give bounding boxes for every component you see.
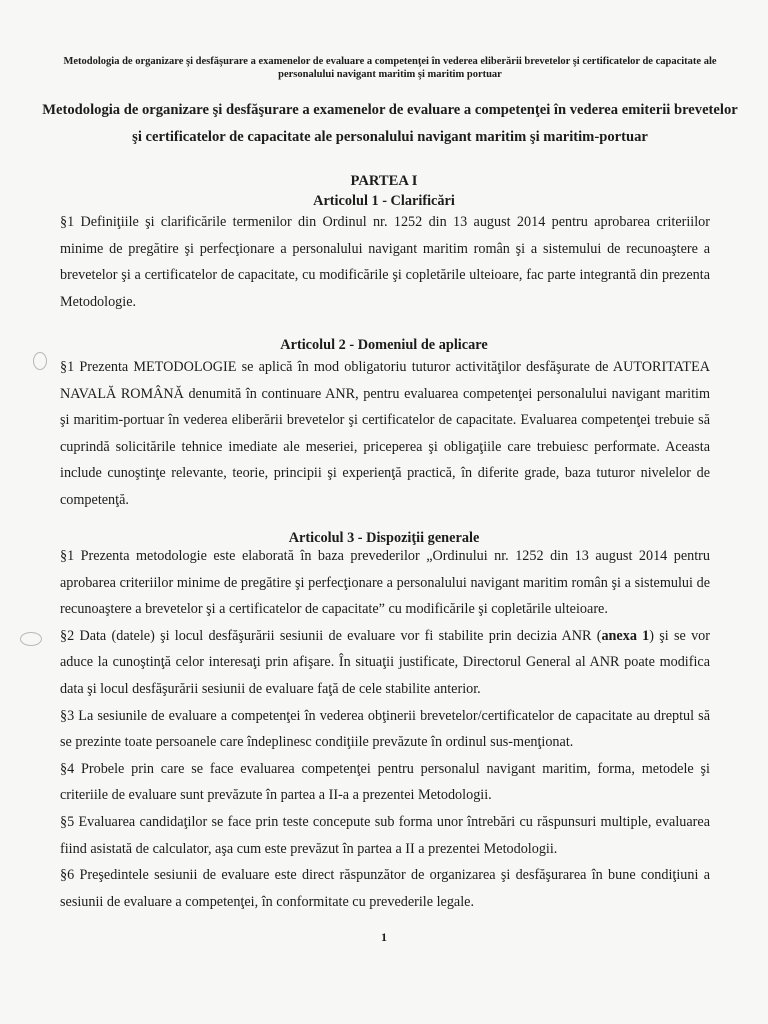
article-3-section-2: §2 Data (datele) şi locul desfăşurării sesiunii de evaluare vor fi stabilite prin decizia ANR (anexa 1) şi se vor aduce la cunoştinţă celor interesaţi prin afişare. În situaţii justificate, Directorul General al ANR poate modifica data şi locul desfăşurării sesiunii de evaluare faţă de cele stabilite anterior.: [60, 627, 710, 697]
punch-hole-mark: [20, 632, 42, 646]
page-number: 1: [381, 930, 387, 944]
article-1-paragraph-1: §1 Definiţiile şi clarificările termenilor din Ordinul nr. 1252 din 13 august 2014 pentru aprobarea criteriilor minime de pregătire şi perfecţionare a personalului navigant maritim român şi a sistemului de recunoaştere a brevetelor şi a certificatelor de capacitate, cu modificările şi copletările ulteioare, fac parte integrantă din prezenta Metodologie.: [60, 214, 710, 310]
running-header: Metodologia de organizare şi desfăşurare a examenelor de evaluare a competenţei în vederea eliberării brevetelor şi certificatelor de capacitate ale personalului navigant maritim şi maritim portuar: [63, 56, 717, 80]
article-3-title: Articolul 3 - Dispoziţii generale: [288, 530, 480, 546]
article-1-title: Articolul 1 - Clarificări: [313, 193, 455, 209]
article-3-section-6: §6 Preşedintele sesiunii de evaluare este direct răspunzător de organizarea şi desfăşurarea în bune condiţiuni a sesiunii de evaluare a competenţei, în conformitate cu prevederile legale.: [60, 867, 710, 910]
punch-hole-mark: [33, 352, 47, 370]
article-3-section-1: §1 Prezenta metodologie este elaborată în baza prevederilor „Ordinului nr. 1252 din 13 august 2014 pentru aprobarea criteriilor minime de pregătire şi perfecţionare a personalului navigant maritim român şi a sistemului de recunoaştere a brevetelor şi a certificatelor de capacitate” cu modificările şi copletările ulteioare.: [60, 548, 710, 618]
article-3-section-5: §5 Evaluarea candidaţilor se face prin teste concepute sub forma unor întrebări cu răspunsuri multiple, evaluarea fiind asistată de calculator, aşa cum este prevăzut în partea a II a prezentei Metodologii.: [60, 813, 710, 857]
annex-reference: anexa 1: [601, 627, 650, 644]
article-2-paragraph-1: §1 Prezenta METODOLOGIE se aplică în mod obligatoriu tuturor activităţilor desfăşurate de AUTORITATEA NAVALĂ ROMÂNĂ denumită în continuare ANR, pentru evaluarea competenţei personalului navigant maritim şi maritim-portuar în vederea eliberării brevetelor şi certificatelor de capacitate. Evaluarea competenţei trebuie să cuprindă solicitările tehnice imediate ale meseriei, priceperea şi obligaţiile care trebuiesc performate. Aceasta include cunoştinţe relevante, teorie, principii şi experienţă practică, în diferite grade, baza tuturor nivelelor de competenţă.: [60, 359, 710, 508]
article-3-body: [60, 543, 710, 915]
article-3-section-3: §3 La sesiunile de evaluare a competenţei în vederea obţinerii brevetelor/certificatelor de capacitate au dreptul să se prezinte toate persoanele care îndeplinesc condiţiile prevăzute în ordinul sus-menţionat.: [60, 707, 710, 751]
part-heading: PARTEA I: [350, 173, 418, 189]
article-3-section-4: §4 Probele prin care se face evaluarea competenţei pentru personalul navigant maritim, forma, metodele şi criteriile de evaluare sunt prevăzute în partea a II-a a prezentei Metodologii.: [60, 760, 710, 804]
article-2-title: Articolul 2 - Domeniul de aplicare: [280, 337, 488, 353]
document-title: Metodologia de organizare şi desfăşurare a examenelor de evaluare a competenţei în vederea emiterii brevetelor şi certificatelor de capacitate ale personalului navigant maritim şi maritim-portuar: [42, 102, 738, 145]
